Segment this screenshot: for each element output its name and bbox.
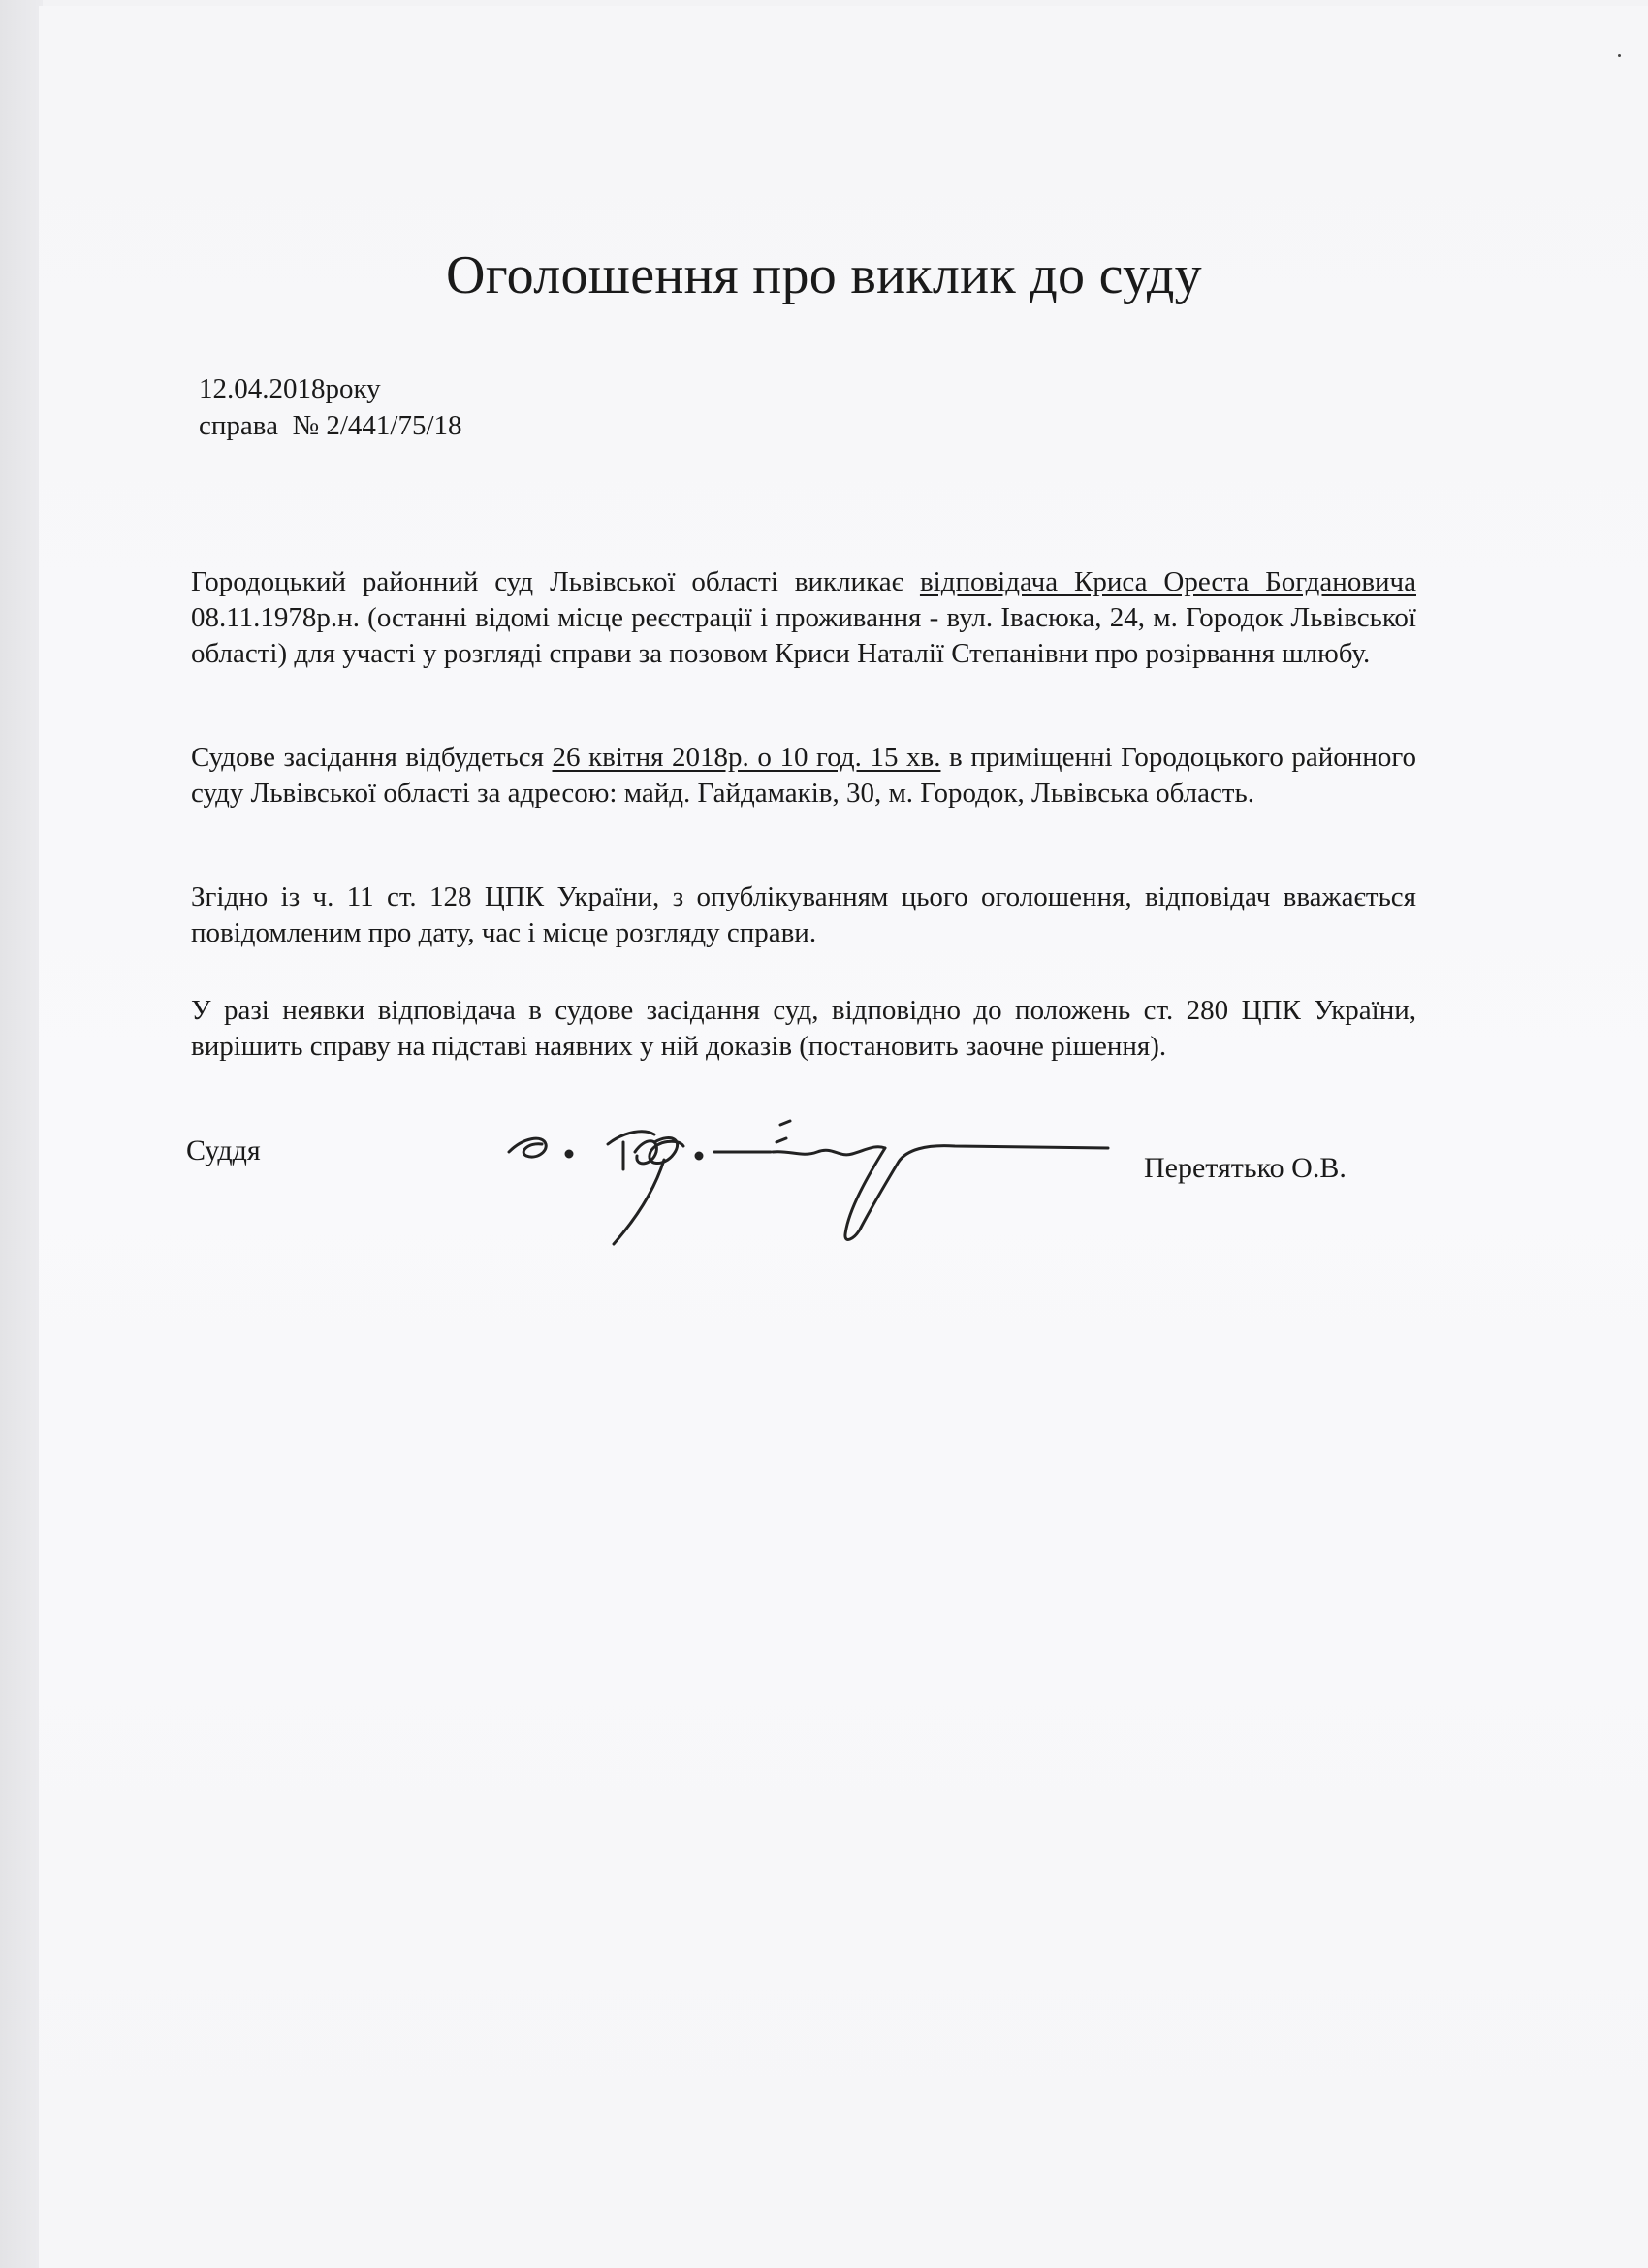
document-meta [199, 370, 462, 444]
hearing-text-end: в приміщенні Городоцького районного суду Львівської області за адресою: майд. Гайдамаків, 30, м. Городок, Львівська область. [191, 742, 1416, 809]
defendant-name: відповідача Криса Ореста Богдановича [919, 566, 1416, 597]
absence-paragraph: У разі неявки відповідача в судове засідання суд, відповідно до положень ст. 280 ЦПК України, вирішить справу на підставі наявних у ній доказів (постановить заочне рішення). [191, 995, 1416, 1062]
document-date: 12.04.2018року [199, 373, 381, 404]
hearing-text-start: Судове засідання відбудеться [191, 742, 553, 773]
judge-label: Суддя [186, 1134, 261, 1166]
case-number: справа № 2/441/75/18 [199, 410, 462, 441]
summons-text-end: 08.11.1978р.н. (останні відомі місце реєстрації і проживання - вул. Івасюка, 24, м. Городок Львівської області) для участі у розгляді справи за позовом Криси Наталії Степанівни про розірвання шлюбу. [191, 602, 1416, 669]
scan-edge-shadow [0, 0, 43, 2268]
document-title: Оголошення про виклик до суду [446, 245, 1202, 305]
summons-text-start: Городоцький районний суд Львівської області викликає [191, 566, 920, 597]
judge-signature [499, 1084, 1120, 1259]
notice-paragraph: Згідно із ч. 11 ст. 128 ЦПК України, з опублікуванням цього оголошення, відповідач вважається повідомленим про дату, час і місце розгляду справи. [191, 881, 1416, 948]
hearing-paragraph [191, 740, 1416, 812]
summons-paragraph [191, 564, 1416, 672]
judge-name: Перетятько О.В. [1144, 1152, 1347, 1184]
hearing-datetime: 26 квітня 2018р. о 10 год. 15 хв. [552, 742, 941, 773]
scan-speck [1618, 54, 1621, 57]
